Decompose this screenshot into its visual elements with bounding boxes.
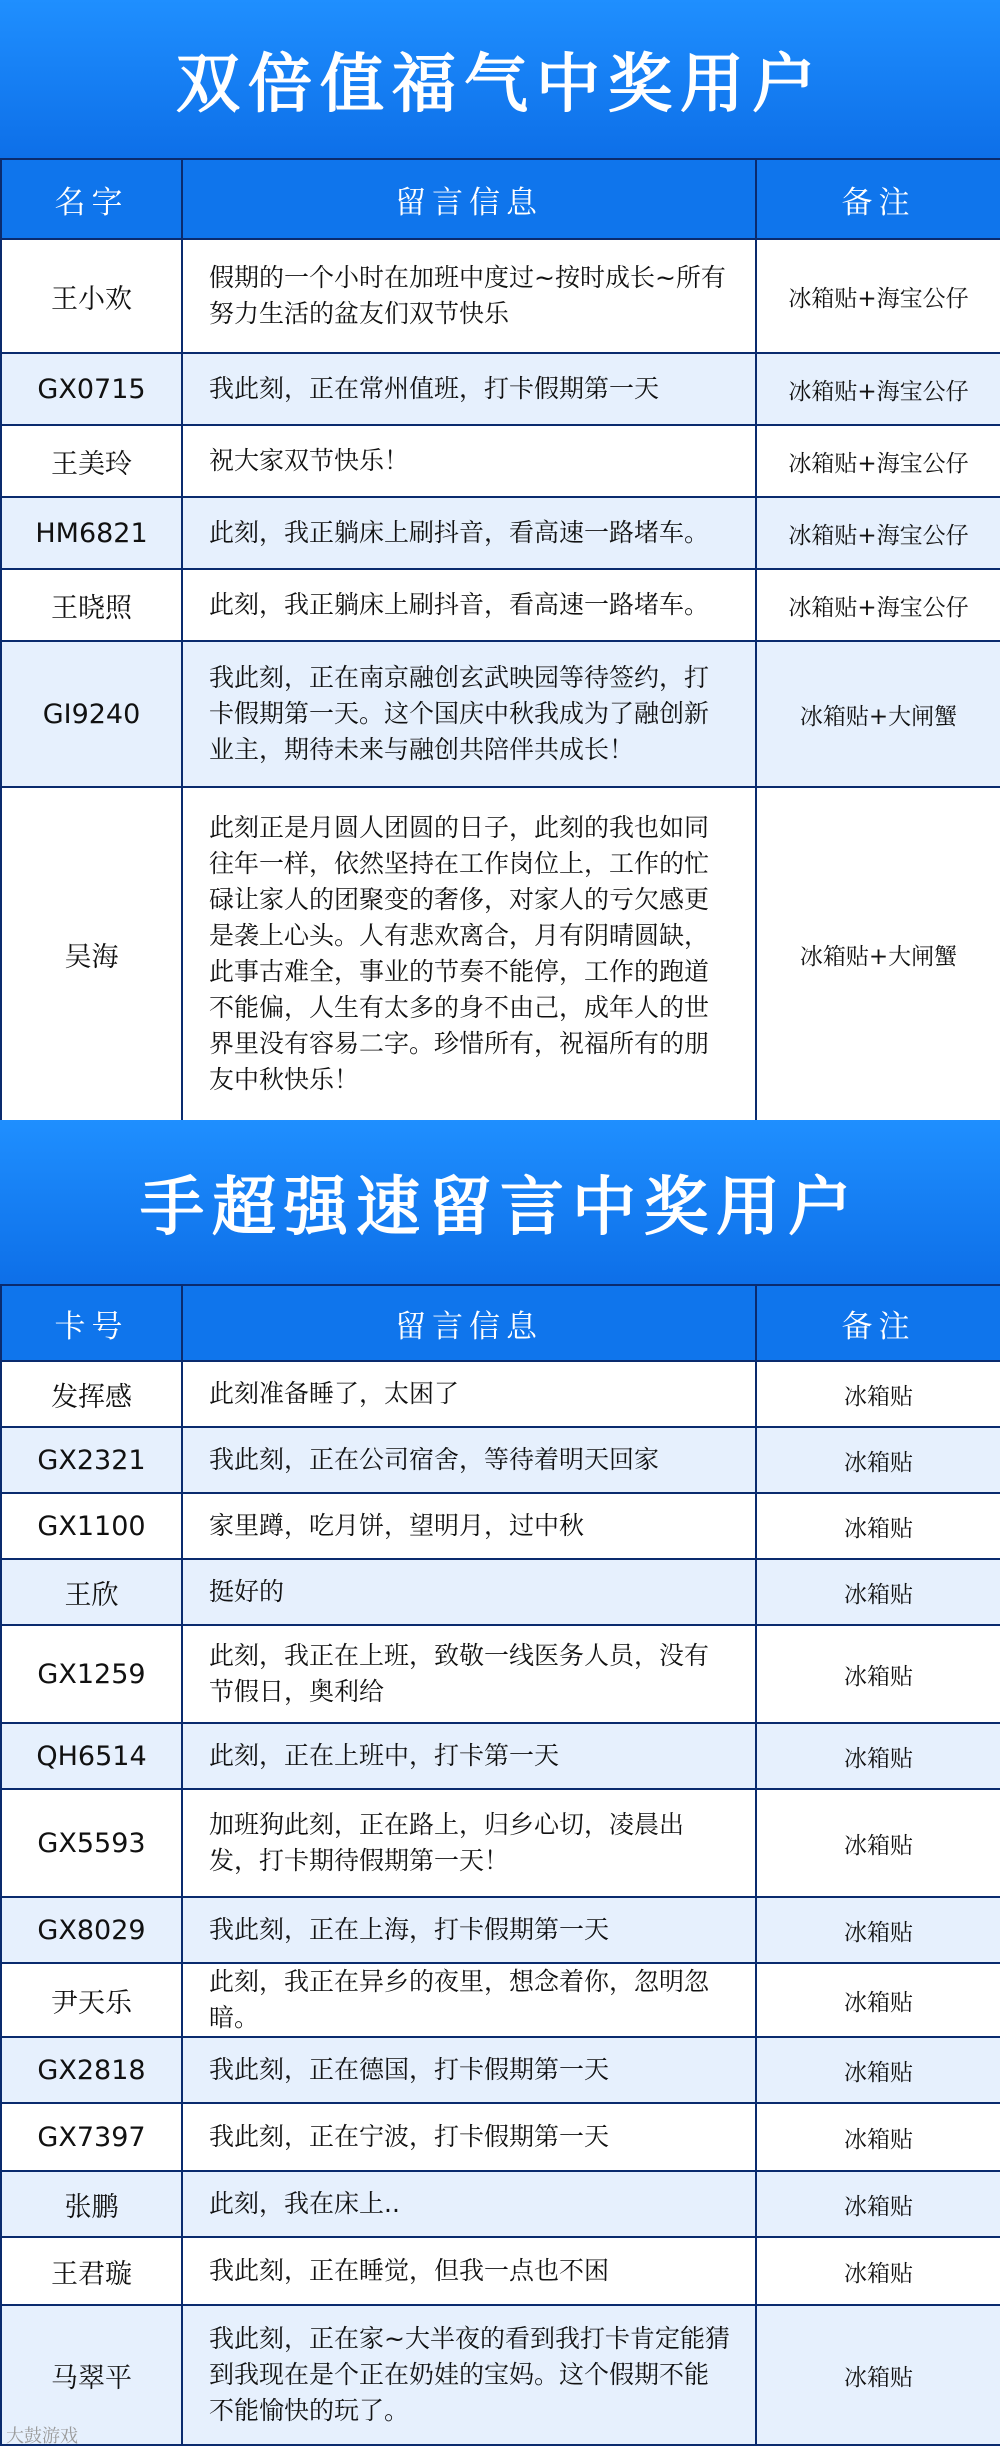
row-note: 冰箱贴 [756, 1789, 1000, 1897]
row-name: QH6514 [1, 1723, 182, 1789]
table-row [1, 1427, 1000, 1493]
table-row [1, 1625, 1000, 1723]
row-message: 此刻，我正躺床上刷抖音，看高速一路堵车。 [182, 497, 756, 569]
table-row [1, 641, 1000, 787]
row-name: GX2321 [1, 1427, 182, 1493]
row-message: 此刻，我正躺床上刷抖音，看高速一路堵车。 [182, 569, 756, 641]
table-row [1, 1897, 1000, 1963]
row-note: 冰箱贴 [756, 2305, 1000, 2445]
row-name: 王欣 [1, 1559, 182, 1625]
row-message: 我此刻，正在常州值班，打卡假期第一天 [182, 353, 756, 425]
watermark: 大鼓游戏 [6, 2426, 78, 2447]
row-message: 此刻，正在上班中，打卡第一天 [182, 1723, 756, 1789]
row-note: 冰箱贴 [756, 2171, 1000, 2237]
row-message: 家里蹲，吃月饼，望明月，过中秋 [182, 1493, 756, 1559]
section2-title: 手超强速留言中奖用户 [140, 1171, 860, 1245]
header-message: 留言信息 [182, 1285, 756, 1361]
row-name: 王晓照 [1, 569, 182, 641]
row-note: 冰箱贴 [756, 1723, 1000, 1789]
table-header-row [1, 159, 1000, 239]
table-row [1, 2171, 1000, 2237]
row-name: GX1100 [1, 1493, 182, 1559]
table-header-row [1, 1285, 1000, 1361]
table-row [1, 2037, 1000, 2103]
row-message: 我此刻，正在宁波，打卡假期第一天 [182, 2103, 756, 2171]
row-note: 冰箱贴 [756, 1625, 1000, 1723]
table-row [1, 787, 1000, 1121]
row-name: GX1259 [1, 1625, 182, 1723]
table-row [1, 1963, 1000, 2037]
row-name: GI9240 [1, 641, 182, 787]
row-message: 加班狗此刻，正在路上，归乡心切，凌晨出发，打卡期待假期第一天！ [182, 1789, 756, 1897]
table-row [1, 239, 1000, 353]
table-row [1, 569, 1000, 641]
row-name: 王小欢 [1, 239, 182, 353]
row-message: 挺好的 [182, 1559, 756, 1625]
row-name: GX7397 [1, 2103, 182, 2171]
table-row [1, 425, 1000, 497]
row-note: 冰箱贴+海宝公仔 [756, 239, 1000, 353]
winners-table-1 [0, 158, 1000, 1122]
section1-banner [0, 0, 1000, 158]
header-note: 备注 [756, 1285, 1000, 1361]
row-note: 冰箱贴+大闸蟹 [756, 641, 1000, 787]
row-name: 王美玲 [1, 425, 182, 497]
row-note: 冰箱贴+海宝公仔 [756, 497, 1000, 569]
row-message: 假期的一个小时在加班中度过~按时成长~所有努力生活的盆友们双节快乐 [182, 239, 756, 353]
table-row [1, 497, 1000, 569]
row-name: HM6821 [1, 497, 182, 569]
row-message: 此刻正是月圆人团圆的日子，此刻的我也如同往年一样，依然坚持在工作岗位上，工作的忙碌让家人的团聚变的奢侈，对家人的亏欠感更是袭上心头。人有悲欢离合，月有阴晴圆缺，此事古难全，事业的节奏不能停，工作的跑道不能偏，人生有太多的身不由己，成年人的世界里没有容易二字。珍惜所有，祝福所有的朋友中秋快乐！ [182, 787, 756, 1121]
row-message: 我此刻，正在上海，打卡假期第一天 [182, 1897, 756, 1963]
row-note: 冰箱贴 [756, 2037, 1000, 2103]
row-name: 王君璇 [1, 2237, 182, 2305]
row-name: GX0715 [1, 353, 182, 425]
row-note: 冰箱贴 [756, 1361, 1000, 1427]
table-row [1, 1723, 1000, 1789]
table-row [1, 1559, 1000, 1625]
row-note: 冰箱贴 [756, 1493, 1000, 1559]
table-row [1, 2237, 1000, 2305]
table-row [1, 2305, 1000, 2445]
table-row [1, 353, 1000, 425]
row-note: 冰箱贴 [756, 2103, 1000, 2171]
section1-title: 双倍值福气中奖用户 [176, 48, 824, 122]
row-note: 冰箱贴+大闸蟹 [756, 787, 1000, 1121]
row-message: 我此刻，正在睡觉，但我一点也不困 [182, 2237, 756, 2305]
row-note: 冰箱贴+海宝公仔 [756, 353, 1000, 425]
winners-table-2 [0, 1284, 1000, 2446]
row-note: 冰箱贴 [756, 2237, 1000, 2305]
header-note: 备注 [756, 159, 1000, 239]
row-note: 冰箱贴+海宝公仔 [756, 569, 1000, 641]
row-name: 吴海 [1, 787, 182, 1121]
row-message: 我此刻，正在南京融创玄武映园等待签约，打卡假期第一天。这个国庆中秋我成为了融创新业主，期待未来与融创共陪伴共成长！ [182, 641, 756, 787]
row-message: 我此刻，正在德国，打卡假期第一天 [182, 2037, 756, 2103]
header-card-number: 卡号 [1, 1285, 182, 1361]
row-name: 马翠平 [1, 2305, 182, 2445]
table-row [1, 1789, 1000, 1897]
row-name: 尹天乐 [1, 1963, 182, 2037]
table-row [1, 1361, 1000, 1427]
row-message: 此刻准备睡了，太困了 [182, 1361, 756, 1427]
row-note: 冰箱贴+海宝公仔 [756, 425, 1000, 497]
row-note: 冰箱贴 [756, 1427, 1000, 1493]
header-name: 名字 [1, 159, 182, 239]
row-message: 祝大家双节快乐！ [182, 425, 756, 497]
row-note: 冰箱贴 [756, 1559, 1000, 1625]
header-message: 留言信息 [182, 159, 756, 239]
row-message: 我此刻，正在公司宿舍，等待着明天回家 [182, 1427, 756, 1493]
table-row [1, 2103, 1000, 2171]
row-name: GX2818 [1, 2037, 182, 2103]
row-message: 我此刻，正在家~大半夜的看到我打卡肯定能猜到我现在是个正在奶娃的宝妈。这个假期不能不能愉快的玩了。 [182, 2305, 756, 2445]
row-note: 冰箱贴 [756, 1897, 1000, 1963]
row-note: 冰箱贴 [756, 1963, 1000, 2037]
row-message: 此刻，我正在上班，致敬一线医务人员，没有节假日，奥利给 [182, 1625, 756, 1723]
row-name: 发挥感 [1, 1361, 182, 1427]
table-row [1, 1493, 1000, 1559]
row-message: 此刻，我在床上.. [182, 2171, 756, 2237]
section2-banner [0, 1120, 1000, 1284]
row-name: GX5593 [1, 1789, 182, 1897]
row-name: 张鹏 [1, 2171, 182, 2237]
row-name: GX8029 [1, 1897, 182, 1963]
row-message: 此刻，我正在异乡的夜里，想念着你，忽明忽暗。 [182, 1963, 756, 2037]
